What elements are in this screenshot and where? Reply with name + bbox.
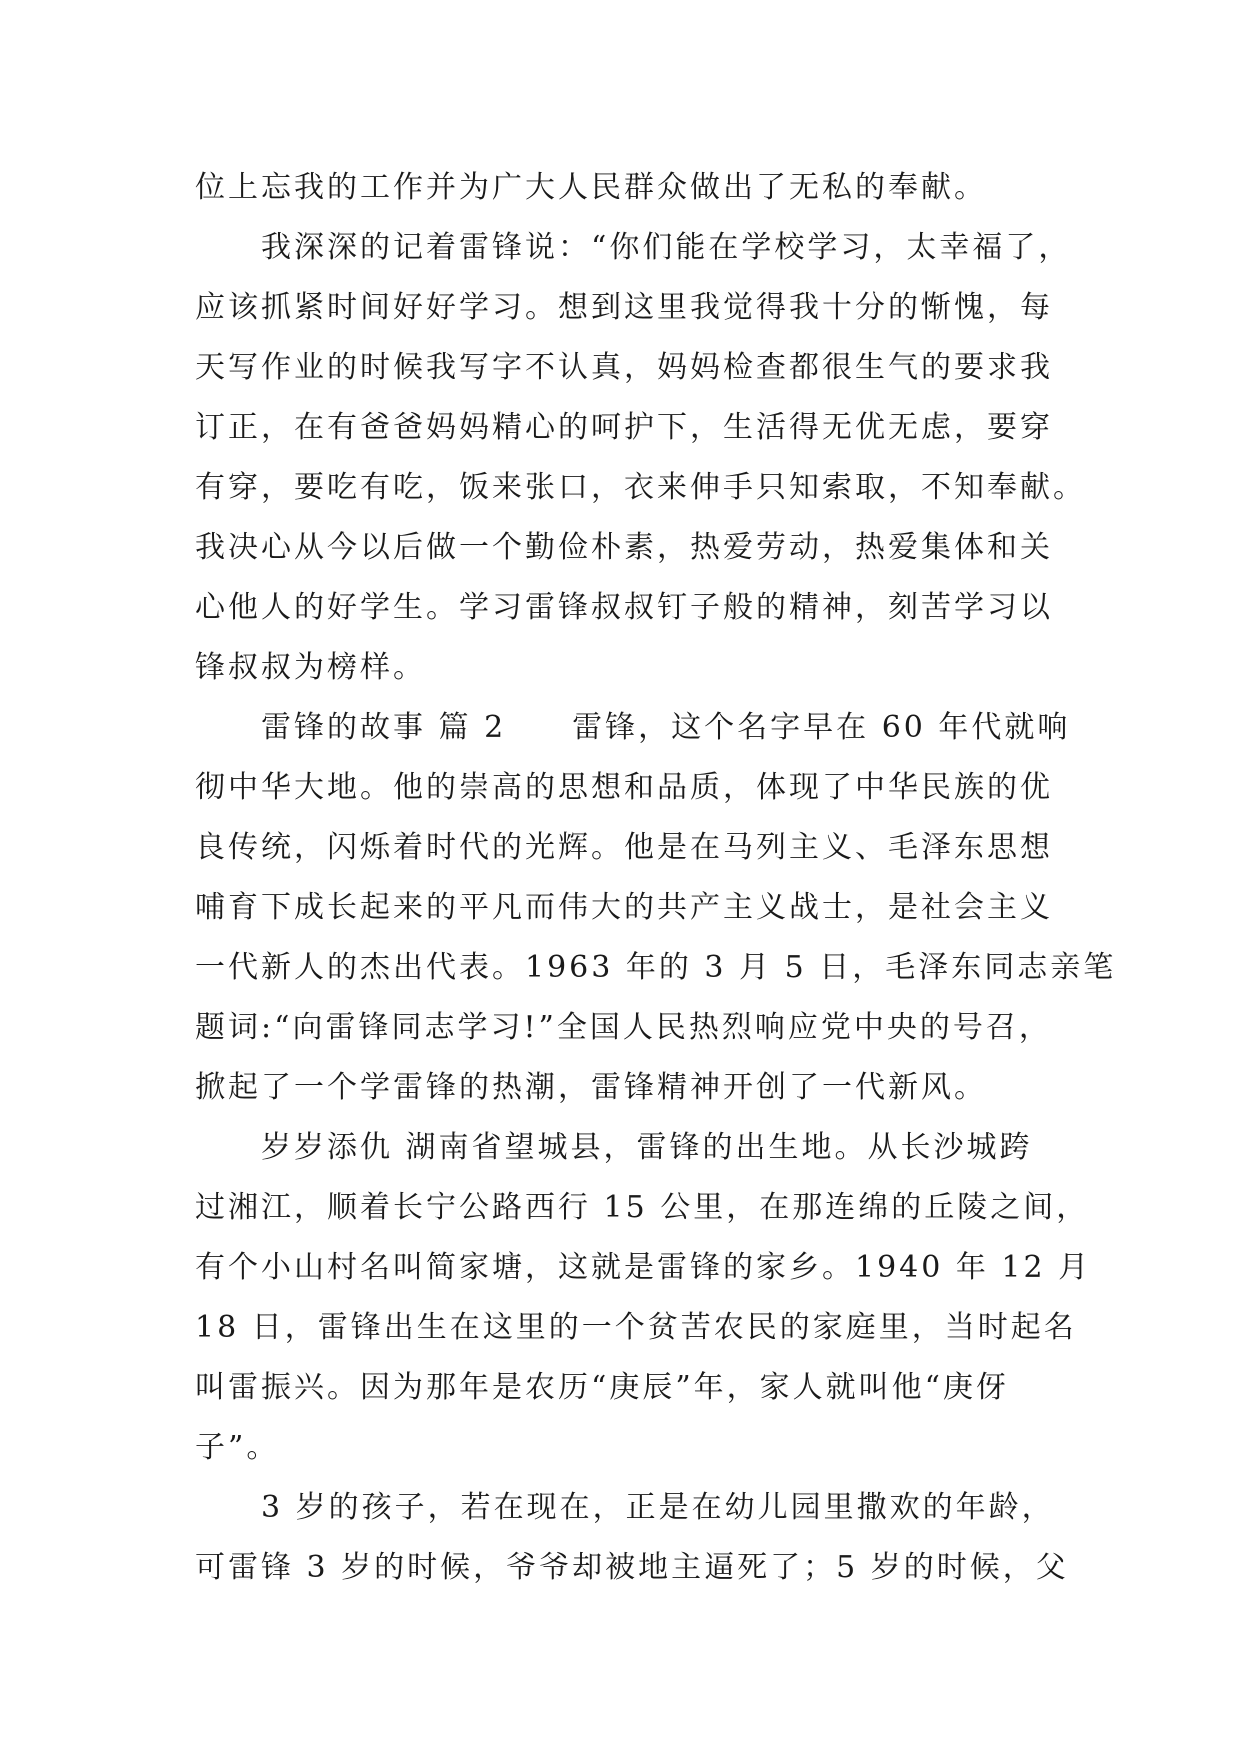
text-line: 彻中华大地。他的崇高的思想和品质，体现了中华民族的优 [195,770,1053,805]
text-line: 子”。 [195,1430,280,1465]
text-line: 雷锋的故事 篇 2 雷锋，这个名字早在 60 年代就响 [261,710,1071,745]
text-line: 18 日，雷锋出生在这里的一个贫苦农民的家庭里，当时起名 [195,1310,1077,1345]
text-line: 岁岁添仇 湖南省望城县，雷锋的出生地。从长沙城跨 [261,1130,1033,1165]
text-line: 位上忘我的工作并为广大人民群众做出了无私的奉献。 [195,170,987,205]
text-line: 良传统，闪烁着时代的光辉。他是在马列主义、毛泽东思想 [195,830,1053,865]
text-line: 掀起了一个学雷锋的热潮，雷锋精神开创了一代新风。 [195,1070,987,1105]
text-line: 3 岁的孩子，若在现在，正是在幼儿园里撒欢的年龄， [261,1490,1055,1525]
text-line: 哺育下成长起来的平凡而伟大的共产主义战士，是社会主义 [195,890,1053,925]
text-line: 我深深的记着雷锋说：“你们能在学校学习，太幸福了， [261,230,1072,265]
text-line: 天写作业的时候我写字不认真，妈妈检查都很生气的要求我 [195,350,1053,385]
text-line: 心他人的好学生。学习雷锋叔叔钉子般的精神，刻苦学习以 [195,590,1053,625]
text-line: 一代新人的杰出代表。1963 年的 3 月 5 日，毛泽东同志亲笔 [195,950,1117,985]
body-text [195,158,1117,1598]
text-line: 有个小山村名叫简家塘，这就是雷锋的家乡。1940 年 12 月 [195,1250,1092,1285]
text-line: 叫雷振兴。因为那年是农历“庚辰”年，家人就叫他“庚伢 [195,1370,1010,1405]
text-line: 过湘江，顺着长宁公路西行 15 公里，在那连绵的丘陵之间， [195,1190,1090,1225]
text-line: 有穿，要吃有吃，饭来张口，衣来伸手只知索取，不知奉献。 [195,470,1086,505]
text-line: 可雷锋 3 岁的时候，爷爷却被地主逼死了；5 岁的时候，父 [195,1550,1069,1585]
text-line: 题词:“向雷锋同志学习!”全国人民热烈响应党中央的号召， [195,1010,1052,1045]
text-line: 订正，在有爸爸妈妈精心的呵护下，生活得无优无虑，要穿 [195,410,1053,445]
text-line: 锋叔叔为榜样。 [195,650,426,685]
text-line: 应该抓紧时间好好学习。想到这里我觉得我十分的惭愧，每 [195,290,1053,325]
text-line: 我决心从今以后做一个勤俭朴素，热爱劳动，热爱集体和关 [195,530,1053,565]
